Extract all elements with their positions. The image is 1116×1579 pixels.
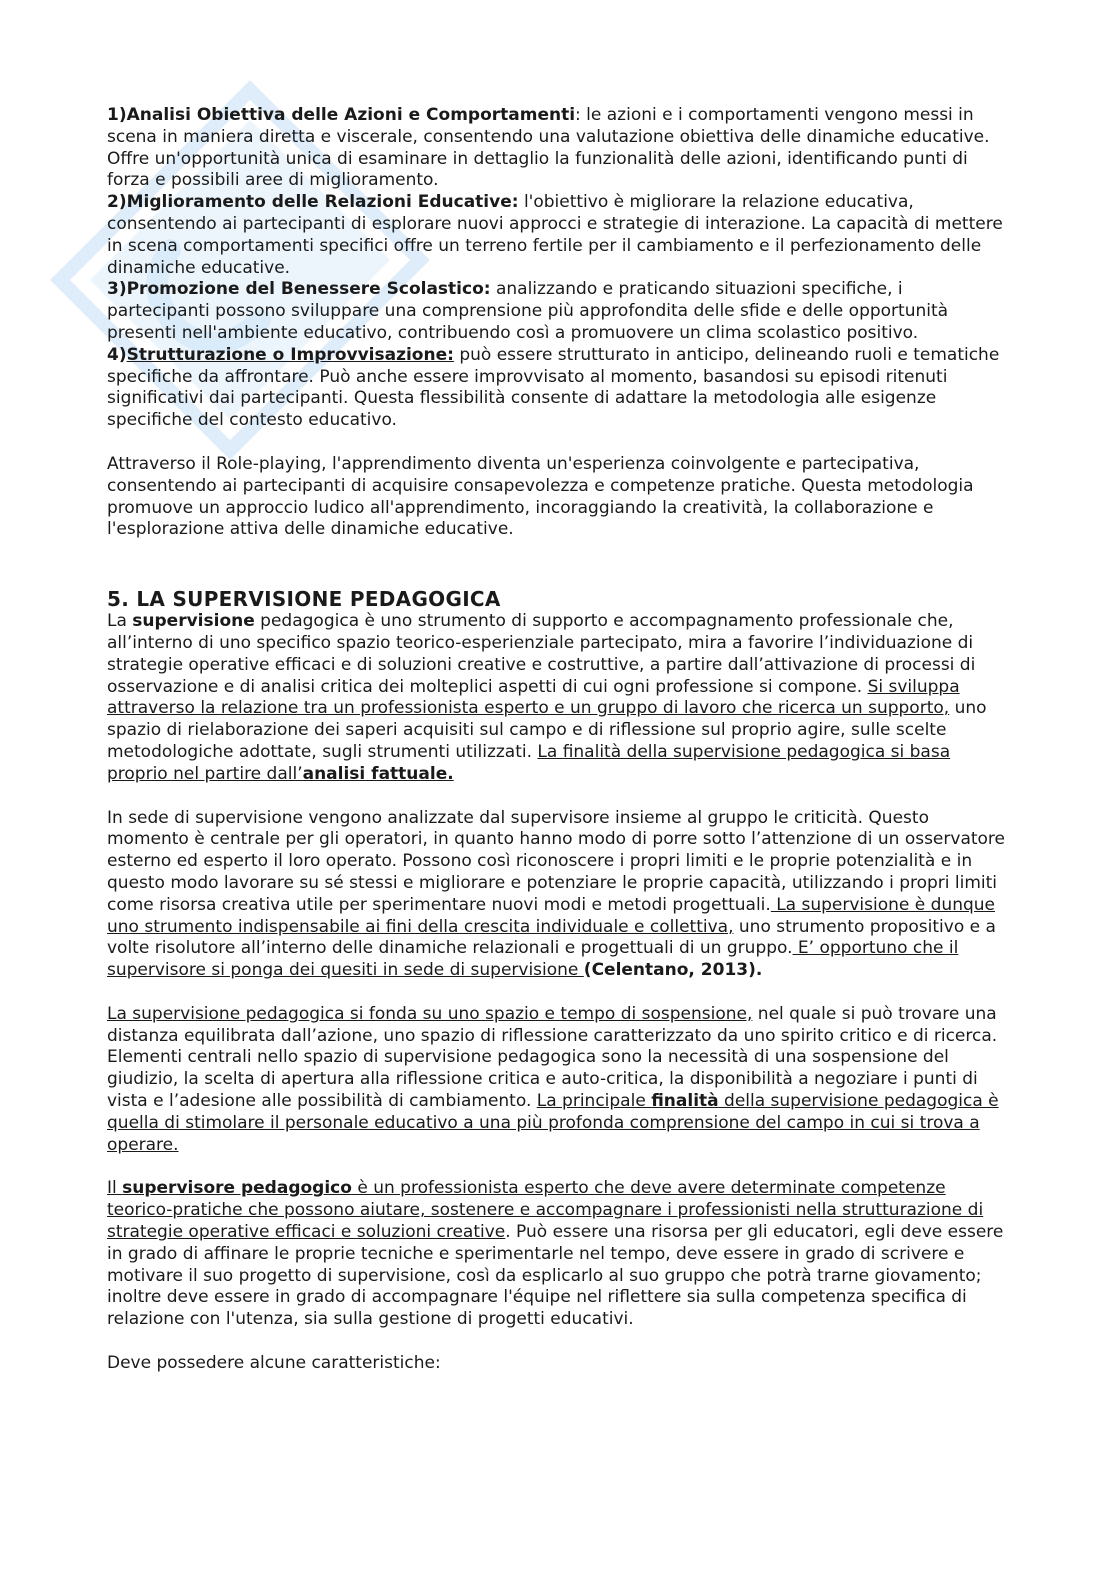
bold-term: supervisore pedagogico [122,1178,352,1199]
item-prefix: 4) [107,344,127,365]
section-heading: 5. LA SUPERVISIONE PEDAGOGICA [107,587,501,612]
item-title: 2)Miglioramento delle Relazioni Educative: [107,192,519,213]
document-body [107,105,1007,1375]
text-run: uno spazio di rielaborazione dei saperi acquisiti sul campo e di riflessione sul proprio agire, sulle scelte metodologiche adottate, sugli strumenti utilizzati. [107,698,987,762]
text-run: La finalità della supervisione pedagogica si basa proprio nel partire dall’ [107,741,951,784]
text-run: . Può essere una risorsa per gli educatori, egli deve essere in grado di affinare le proprie tecniche e sperimentarle nel tempo, deve essere in grado di scrivere e motivare il suo progetto di supervisione, così da esplicarlo al suo gruppo che potrà trarne giovamento; inoltre deve essere in grado di accompagnare l'équipe nel riflettere sia sulla competenza specifica di relazione con l'utenza, sia sulla gestione di progetti educativi. [107,1222,1004,1330]
bold-term: supervisione [132,611,255,632]
paragraph-caratteristiche: Deve possedere alcune caratteristiche: [107,1353,441,1374]
text-run: La [107,611,133,632]
item-text: analizzando e praticando situazioni specifiche, i partecipanti possono sviluppare una comprensione più approfondita delle sfide e delle opportunità presenti nell'ambiente educativo, contribuendo così a promuovere un clima scolastico positivo. [107,279,949,343]
paragraph-supervisione-intro [107,611,1007,785]
bold-term: finalità [651,1091,719,1112]
item-title: 1)Analisi Obiettiva delle Azioni e Comportamenti [107,105,576,125]
text-run: uno strumento propositivo e a volte risolutore all’interno delle dinamiche relazionali e progettuali di un gruppo. [107,916,996,959]
underlined-text: Si sviluppa attraverso la relazione tra un professionista esperto e un gruppo di lavoro che ricerca un supporto, [107,676,960,719]
text-run: pedagogica è uno strumento di supporto e accompagnamento professionale che, all’interno di uno specifico spazio teorico-esperienziale partecipato, mira a favorire l’individuazione di strategie operative efficaci e di soluzioni creative e costruttive, a partire dall’attivazione di processi di osservazione e di analisi critica dei molteplici aspetti di cui ogni professione si compone. [107,611,976,697]
item-title: Strutturazione o Improvvisazione: [126,344,454,365]
item-title: 3)Promozione del Benessere Scolastico: [107,279,491,300]
paragraph-supervisore [107,1178,1007,1331]
closing-paragraph: Attraverso il Role-playing, l'apprendimento diventa un'esperienza coinvolgente e partecipativa, consentendo ai partecipanti di acquisire consapevolezza e competenze pratiche. Questa metodologia promuove un approccio ludico all'apprendimento, incoraggiando la creatività, la collaborazione e l'esplorazione attiva delle dinamiche educative. [107,453,974,540]
underlined-text: La supervisione è dunque uno strumento indispensabile ai fini della crescita individuale e collettiva, [107,894,995,937]
text-run: nel quale si può trovare una distanza equilibrata dall’azione, uno spazio di riflessione caratterizzato da uno spirito critico e di ricerca. Elementi centrali nello spazio di supervisione pedagogica sono la necessità di una sospensione del giudizio, la scelta di apertura alla riflessione critica e auto-critica, la disponibilità a negoziare i punti di vista e l’adesione alle possibilità di cambiamento. [107,1003,998,1112]
list-item-analisi [107,105,1007,192]
text-run: Il [107,1178,123,1199]
text-run: In sede di supervisione vengono analizzate dal supervisore insieme al gruppo le criticità. Questo momento è centrale per gli operatori, in quanto hanno modo di porre sotto l’attenzione di un osservatore esterno ed esperto il loro operato. Possono così riconoscere i propri limiti e le proprie potenzialità e in questo modo lavorare su sé stessi e migliorare e potenziare le proprie capacità, utilizzando i propri limiti come risorsa creativa utile per sperimentare nuovi modi e metodi progettuali. [107,807,1006,915]
item-text: può essere strutturato in anticipo, delineando ruoli e tematiche specifiche da affrontare. Può anche essere improvvisato al momento, basandosi su episodi ritenuti significativi dai partecipanti. Questa flessibilità consente di adattare la metodologia alle esigenze specifiche del contesto educativo. [107,344,1000,431]
text-run: della supervisione pedagogica è quella di stimolare il personale educativo a una più profonda comprensione del campo in cui si trova a operare. [107,1091,999,1155]
item-text: : le azioni e i comportamenti vengono messi in scena in maniera diretta e viscerale, consentendo una valutazione obiettiva delle dinamiche educative. Offre un'opportunità unica di esaminare in dettaglio la funzionalità delle azioni, identificando punti di forza e possibili aree di miglioramento. [107,105,990,191]
text-run: è un professionista esperto che deve avere determinate competenze teorico-pratiche che possono aiutare, sostenere e accompagnare i professionisti nella strutturazione di strategie operative efficaci e soluzioni creative [107,1178,984,1243]
paragraph-sospensione [107,1004,1007,1157]
bold-term: analisi fattuale. [302,763,454,784]
paragraph-criticita [107,808,1007,982]
underlined-text: E’ opportuno che il supervisore si ponga dei quesiti in sede di supervisione [107,938,959,981]
underlined-text: La supervisione pedagogica si fonda su uno spazio e tempo di sospensione, [107,1003,753,1024]
list-item-strutturazione [107,345,1007,432]
list-item-miglioramento [107,192,1007,279]
text-run: La principale [536,1091,652,1112]
list-item-promozione [107,279,1007,344]
item-text: l'obiettivo è migliorare la relazione educativa, consentendo ai partecipanti di esplorare nuovi approcci e strategie di interazione. La capacità di mettere in scena comportamenti specifici offre un terreno fertile per il cambiamento e il perfezionamento delle dinamiche educative. [107,192,1003,278]
citation: (Celentano, 2013). [583,960,763,981]
